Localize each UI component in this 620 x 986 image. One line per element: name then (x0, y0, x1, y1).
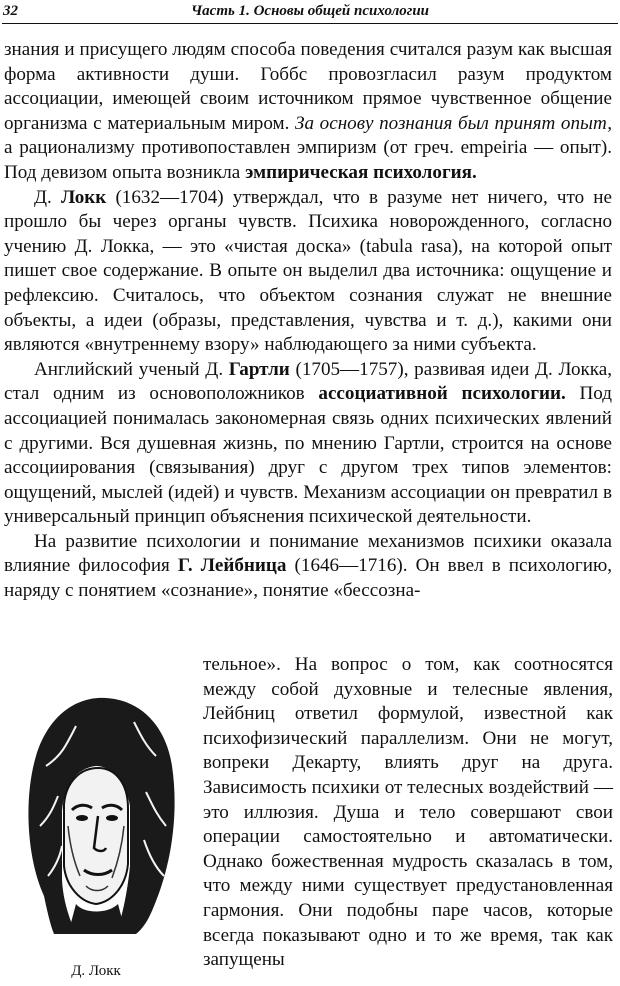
paragraph-2-text-b: (1632—1704) утверждал, что в разуме нет ничего, что не прошло бы через органы чувств. Психика новорожденного, согласно учению Д. Локка, — это «чистая доска» (tabula rasa), на которой опыт пишет свое содержание. В опыте он выделил два источника: ощущение и рефлексию. Считалось, что объектом сознания служат не внешние объекты, а идеи (образы, представления, чувства и т. д.), какими они являются «внутреннему взору» наблюдающего за ними субъекта. (4, 186, 613, 356)
paragraph-3-text-c: Под ассоциацией понималась закономерная связь одних психических явлений с другими. Вся душевная жизнь, по мнению Гартли, строится на основе ассоциирования (связывания) друг с другом трех типов элементов: ощущений, мыслей (идей) и чувств. Механизм ассоциации он превратил в универсальный принцип объяснения психической деятельности. (4, 383, 612, 528)
body-text (4, 38, 612, 604)
portrait-eye-right (106, 815, 118, 821)
paragraph-4-text-b: (1646—1716). Он ввел в психологию, наряду с понятием «сознание», понятие «бессозна- (4, 555, 612, 602)
portrait-collar (68, 904, 126, 934)
portrait-locke (6, 686, 186, 936)
term-empirical-psychology: эмпирическая психология. (245, 161, 477, 183)
paragraph-2-text-a: Д. (34, 186, 61, 208)
header-rule (2, 23, 618, 24)
term-associative-psychology: ассоциативной психологии. (318, 383, 566, 405)
page-number: 32 (3, 3, 18, 19)
paragraph-2 (4, 186, 612, 358)
paragraph-1-text-b: а рационализму противопоставлен эмпиризм (от греч. empeiria — опыт). Под девизом опыта возникла (4, 137, 612, 183)
name-leibniz: Г. Лейбница (177, 555, 287, 577)
paragraph-3-text-a: Английский ученый Д. (34, 358, 229, 380)
wrapped-text-column (203, 653, 613, 973)
portrait-eye-left (76, 815, 88, 821)
name-locke: Локк (60, 186, 107, 208)
paragraph-4-continuation: тельное». На вопрос о том, как соотносятся между собой духовные и телесные явления, Лейбниц ответил формулой, известной как психофизический параллелизм. Они не могут, вопреки Декарту, влиять друг на друга. Зависимость психики от телесных воздействий — это иллюзия. Душа и тело совершают свои операции самостоятельно и автоматически. Однако божественная мудрость сказалась в том, что между ними существует предустановленная гармония. Они подобны паре часов, которые всегда показывают одно и то же время, так как запущены (203, 654, 613, 971)
paragraph-1 (4, 38, 612, 186)
page-header (0, 0, 620, 26)
name-hartley: Гартли (228, 358, 290, 380)
running-title: Часть 1. Основы общей психологии (190, 3, 430, 19)
paragraph-4 (4, 530, 612, 604)
paragraph-3-text-b: (1705—1757), развивая идеи Д. Локка, стал одним из основоположников (4, 358, 613, 405)
paragraph-4-text-a: На развитие психологии и понимание механизмов психики оказала влияние философия (4, 530, 612, 577)
paragraph-1-text-a: знания и присущего людям способа поведения считался разум как высшая форма активности души. Гоббс провозгласил разум продуктом ассоциации, имеющей своим источником прямое чувственное общение организма с материальным миром. (4, 39, 612, 134)
portrait-caption: Д. Локк (71, 963, 121, 979)
paragraph-3 (4, 358, 612, 530)
paragraph-1-italic: За основу познания был принят опыт, (295, 112, 612, 134)
